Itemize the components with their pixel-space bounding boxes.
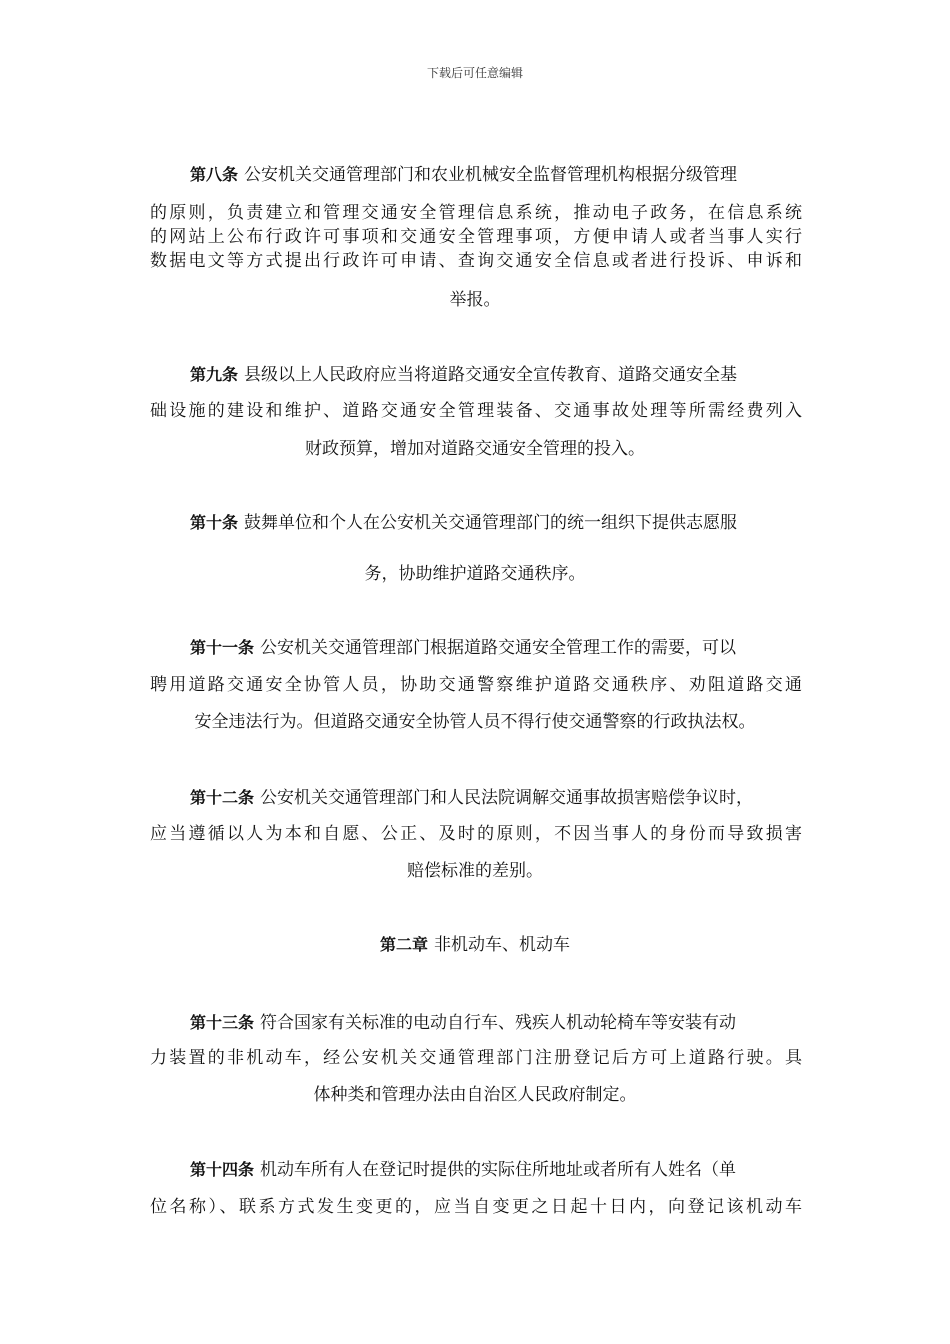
article-8-text-1: 公安机关交通管理部门和农业机械安全监督管理机构根据分级管理 [244,165,738,185]
chapter-2-heading [0,933,950,957]
article-10-text-2: 务，协助维护道路交通秩序。 [364,564,586,584]
article-11-text-3: 安全违法行为。但道路交通安全协管人员不得行使交通警察的行政执法权。 [194,712,756,732]
article-11-text-1: 公安机关交通管理部门根据道路交通安全管理工作的需要，可以 [260,638,737,658]
article-8-first-line [190,163,737,187]
article-12-text-2: 应当遵循以人为本和自愿、公正、及时的原则，不因当事人的身份而导致损害 [150,824,802,844]
article-13-text-1: 符合国家有关标准的电动自行车、残疾人机动轮椅车等安装有动 [260,1013,737,1033]
article-14-text-2: 位名称）、联系方式发生变更的，应当自变更之日起十日内，向登记该机动车 [150,1197,802,1217]
article-11-text-2: 聘用道路交通安全协管人员，协助交通警察维护道路交通秩序、劝阻道路交通 [150,675,802,695]
article-13-text-2: 力装置的非机动车，经公安机关交通管理部门注册登记后方可上道路行驶。具 [150,1048,802,1068]
article-9-text-3: 财政预算，增加对道路交通安全管理的投入。 [305,439,645,459]
article-14-text-1: 机动车所有人在登记时提供的实际住所地址或者所有人姓名（单 [260,1160,737,1180]
article-9-text-1: 县级以上人民政府应当将道路交通安全宣传教育、道路交通安全基 [244,365,738,385]
article-10-label: 第十条 [190,513,239,532]
article-9-first-line [190,363,737,387]
page-header: 下载后可任意编辑 [426,66,523,80]
article-14-first-line [190,1158,736,1182]
article-11-label: 第十一条 [190,638,255,657]
article-9-label: 第九条 [190,365,239,384]
chapter-2-label: 第二章 [379,935,428,954]
article-10-text-1: 鼓舞单位和个人在公安机关交通管理部门的统一组织下提供志愿服 [244,513,738,533]
article-14-label: 第十四条 [190,1160,255,1179]
article-13-first-line [190,1011,736,1035]
article-12-text-1: 公安机关交通管理部门和人民法院调解交通事故损害赔偿争议时， [260,788,754,808]
chapter-2-title: 非机动车、机动车 [434,935,570,955]
article-8-text-4: 数据电文等方式提出行政许可申请、查询交通安全信息或者进行投诉、申诉和 [150,251,802,271]
article-9-text-2: 础设施的建设和维护、道路交通安全管理装备、交通事故处理等所需经费列入 [150,401,802,421]
article-13-label: 第十三条 [190,1013,255,1032]
article-8-label: 第八条 [190,165,239,184]
article-12-first-line [190,786,753,810]
article-13-text-3: 体种类和管理办法由自治区人民政府制定。 [313,1085,637,1105]
article-11-first-line [190,636,736,660]
article-12-label: 第十二条 [190,788,255,807]
article-8-text-5: 举报。 [449,290,501,310]
article-10-first-line [190,511,737,535]
article-12-text-3: 赔偿标准的差别。 [407,861,543,881]
article-8-text-2: 的原则，负责建立和管理交通安全管理信息系统，推动电子政务，在信息系统 [150,203,802,223]
article-8-text-3: 的网站上公布行政许可事项和交通安全管理事项，方便申请人或者当事人实行 [150,227,802,247]
